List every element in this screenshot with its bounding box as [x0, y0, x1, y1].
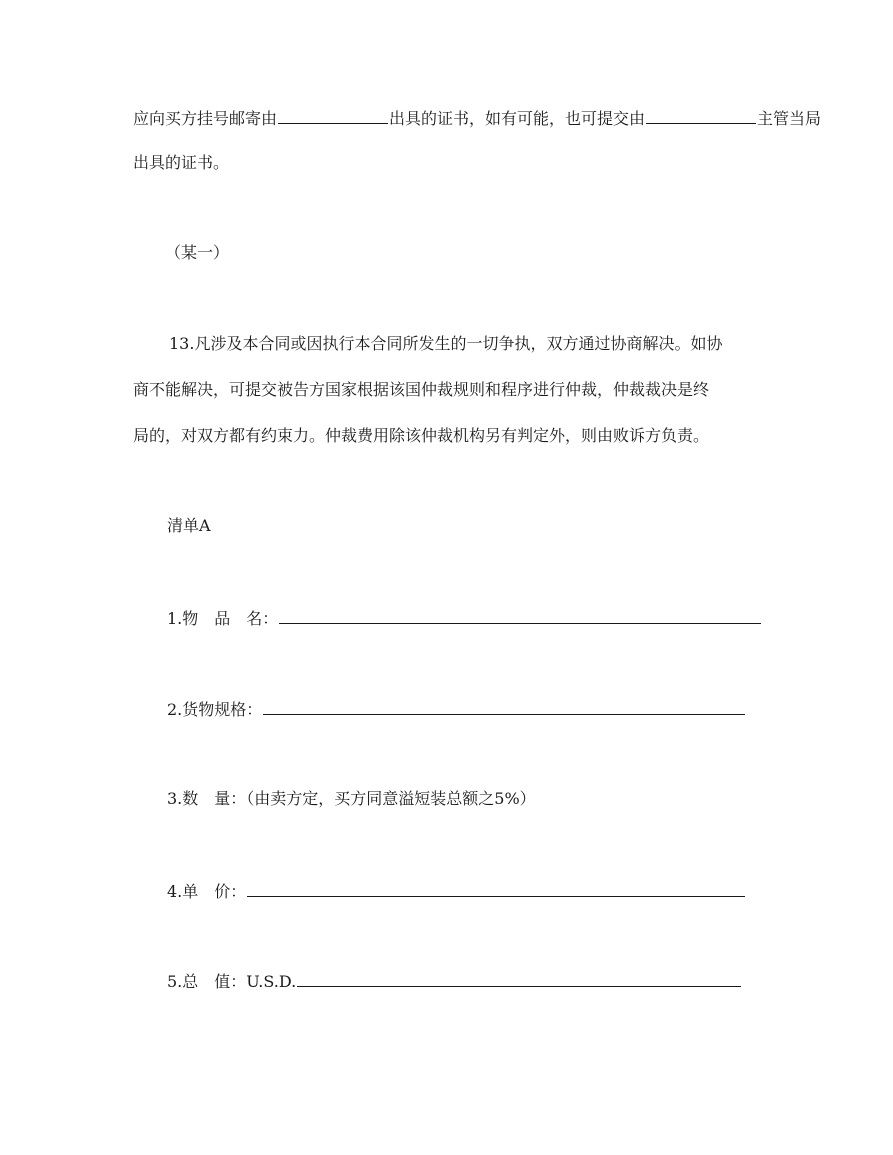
certificate-text-end: 出具的证书。 [133, 153, 230, 172]
total-value-blank [297, 970, 741, 987]
clause-13-text-3: 局的，对双方都有约束力。仲裁费用除该仲裁机构另有判定外，则由败诉方负责。 [133, 426, 710, 445]
unit-price-blank [247, 880, 745, 897]
product-name-blank [279, 607, 761, 624]
specification-blank [263, 698, 745, 715]
clause-13-line-1 [169, 334, 722, 354]
clause-13-line-3 [133, 426, 709, 446]
authority-blank [646, 107, 756, 124]
certificate-text-part3: 主管当局 [757, 109, 822, 128]
item-total-value [167, 970, 742, 992]
clause-13-text-1: 13.凡涉及本合同或因执行本合同所发生的一切争执，双方通过协商解决。如协 [169, 334, 723, 353]
clause-13-line-2 [133, 380, 709, 400]
item-specification-label: 2.货物规格： [167, 700, 263, 719]
variant-heading [165, 243, 229, 263]
clause-13-text-2: 商不能解决，可提交被告方国家根据该国仲裁规则和程序进行仲裁，仲裁裁决是终 [133, 380, 710, 399]
item-quantity-text: 3.数 量：（由卖方定，买方同意溢短装总额之5%） [167, 789, 536, 808]
item-unit-price [167, 880, 746, 902]
certificate-line-2 [133, 153, 229, 173]
certificate-line-1 [133, 107, 821, 129]
item-quantity [167, 789, 536, 809]
item-product-name-label: 1.物 品 名： [167, 609, 279, 628]
schedule-title [167, 516, 211, 536]
certificate-text-part2: 出具的证书，如有可能，也可提交由 [389, 109, 646, 128]
issuer-blank-1 [278, 107, 388, 124]
schedule-title-text: 清单A [167, 516, 211, 535]
item-product-name [167, 607, 762, 629]
certificate-text-part1: 应向买方挂号邮寄由 [133, 109, 278, 128]
item-unit-price-label: 4.单 价： [167, 882, 247, 901]
item-total-value-label: 5.总 值：U.S.D. [167, 972, 297, 991]
item-specification [167, 698, 746, 720]
variant-heading-text: （某一） [165, 243, 230, 262]
